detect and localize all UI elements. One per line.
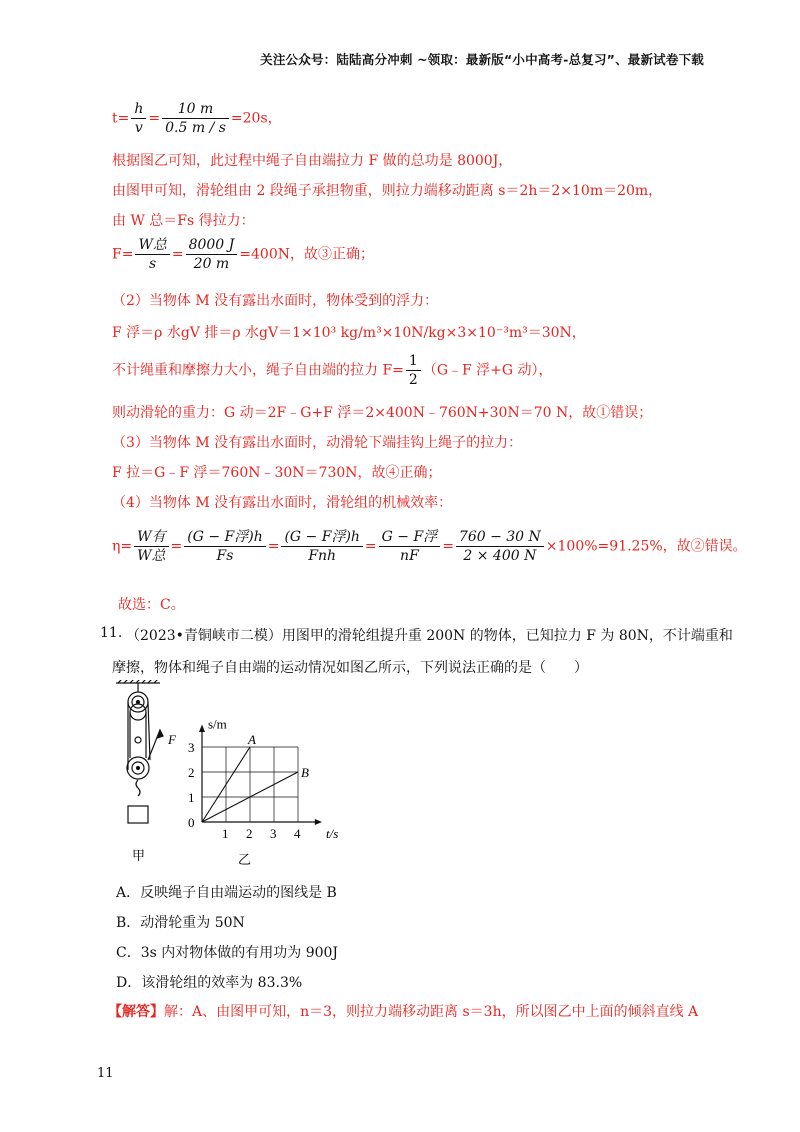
y-tick-label-1: 1 [188,790,195,805]
fraction-wyou-over-wzong: $\frac{\text{W有}}{\text{W总}}$ [134,528,168,565]
t-formula-line: t= $\frac{h}{v}$ = $\frac{10 m}{0.5 m / s}$ =20s， [112,101,282,136]
x-tick-label-4: 4 [294,826,301,841]
figure-svg [110,680,370,865]
option-c: C．3s 内对物体做的有用功为 900J [116,945,339,961]
jia-label: 甲 [132,849,146,864]
solution-line-9: F 拉＝G﹣F 浮＝760N﹣30N＝730N，故④正确； [112,465,442,481]
st-chart [188,717,338,842]
solution-line-7: 则动滑轮的重力：G 动＝2F﹣G+F 浮＝2×400N﹣760N+30N＝70 N，故①错误； [112,405,653,421]
fraction-gfh-over-fnh: $\frac{\text{(G − F浮)h}}{\text{Fnh}}$ [281,528,362,565]
fraction-10m-over-speed: $\frac{10 m}{0.5 m / s}$ [162,100,229,137]
y-axis-label: s/m [208,716,227,732]
rope-knot [135,737,141,743]
option-b: B．动滑轮重为 50N [116,915,245,931]
option-d: D．该滑轮组的效率为 83.3% [116,975,303,991]
rope-right [148,702,150,760]
question-figure [110,680,370,869]
question-text-2: 摩擦，物体和绳子自由端的运动情况如图乙所示，下列说法正确的是（ ） [112,660,588,676]
y-tick-label-3: 3 [188,740,195,755]
page-header: 关注公众号：陆陆高分冲刺 ~领取：最新版“小中高考-总复习”、最新试卷下载 [260,52,704,67]
option-a: A．反映绳子自由端运动的图线是 B [116,885,337,901]
fraction-gf-over-nf: $\frac{\text{G − F浮}}{nF}$ [379,528,441,565]
fraction-gfh-over-fs: $\frac{\text{(G − F浮)h}}{Fs}$ [184,528,265,565]
solution-line-8: （3）当物体 M 没有露出水面时，动滑轮下端挂钩上绳子的拉力： [112,435,523,451]
hook [136,780,140,796]
efficiency-formula-line: η= $\frac{\text{W有}}{\text{W总}}$ = $\frac{\text{(G − F浮)h}}{Fs}$ = $\frac{\text{(G − F浮)h}}{\text{Fnh}}$ = $\frac{\text{G − F浮}}{nF}$ = $\frac{760 - 30 N}{2 \times 400 N}$ ×100%=91.25%，故②错误。 [112,529,747,564]
page-number: 11 [97,1066,114,1081]
series-label-a: A [248,732,256,747]
x-axis-arrow [315,819,322,825]
answer-text: 解：A、由图甲可知，n＝3，则拉力端移动距离 s＝3h，所以图乙中上面的倾斜直线 A [164,1004,699,1020]
question-text-1: （2023•青铜峡市二模）用图甲的滑轮组提升重 200N 的物体，已知拉力 F 为 80N，不计端重和 [126,628,733,644]
solution-line-10: （4）当物体 M 没有露出水面时，滑轮组的机械效率： [112,495,453,511]
solution-line-2: 由图甲可知，滑轮组由 2 段绳子承担物重，则拉力端移动距离 s＝2h＝2×10m＝20m， [112,183,663,199]
fraction-8000-over-20: $\frac{8000 J}{20 m}$ [186,236,238,273]
fraction-w-over-s: $\frac{\text{W总}}{s}$ [135,236,169,273]
answer-tag: 【解答】 [108,1004,164,1020]
solution-line-6: 不计绳重和摩擦力大小，绳子自由端的拉力 F= $\frac{1}{2}$ （G﹣F 浮+G 动）， [112,353,553,388]
weight-block [128,806,148,823]
force-label: F [168,732,176,747]
fraction-one-half: $\frac{1}{2}$ [406,352,421,389]
y-tick-label-2: 2 [188,765,195,780]
x-axis-label: t/s [326,826,339,841]
fraction-numeric: $\frac{760 - 30 N}{2 \times 400 N}$ [456,528,544,565]
f-formula-line: F= $\frac{\text{W总}}{s}$ = $\frac{8000 J}{20 m}$ =400N，故③正确； [112,237,374,272]
solution-line-1: 根据图乙可知，此过程中绳子自由端拉力 F 做的总功是 8000J， [112,153,513,169]
pulley-system [116,680,163,823]
series-label-b: B [301,765,309,780]
answer-line: 故选：C。 [118,597,185,613]
yi-label: 乙 [238,853,252,865]
answer-block [108,1001,698,1021]
solution-line-4: （2）当物体 M 没有露出水面时，物体受到的浮力： [112,293,439,309]
fraction-h-over-v: $\frac{h}{v}$ [131,100,146,137]
x-tick-label-2: 2 [246,826,253,841]
y-tick-label-0: 0 [188,815,195,830]
force-arrowhead [157,730,163,738]
t-formula-result: =20s， [230,110,282,127]
t-formula-lhs: t= [112,110,130,127]
x-tick-label-1: 1 [222,826,229,841]
solution-line-5: F 浮＝ρ 水gV 排＝ρ 水gV＝1×10³ kg/m³×10N/kg×3×10⁻³m³＝30N， [112,325,586,341]
x-tick-label-3: 3 [270,826,277,841]
question-number: 11. [100,625,123,641]
y-axis-arrow [199,725,205,733]
solution-line-3: 由 W 总＝Fs 得拉力： [112,213,255,229]
